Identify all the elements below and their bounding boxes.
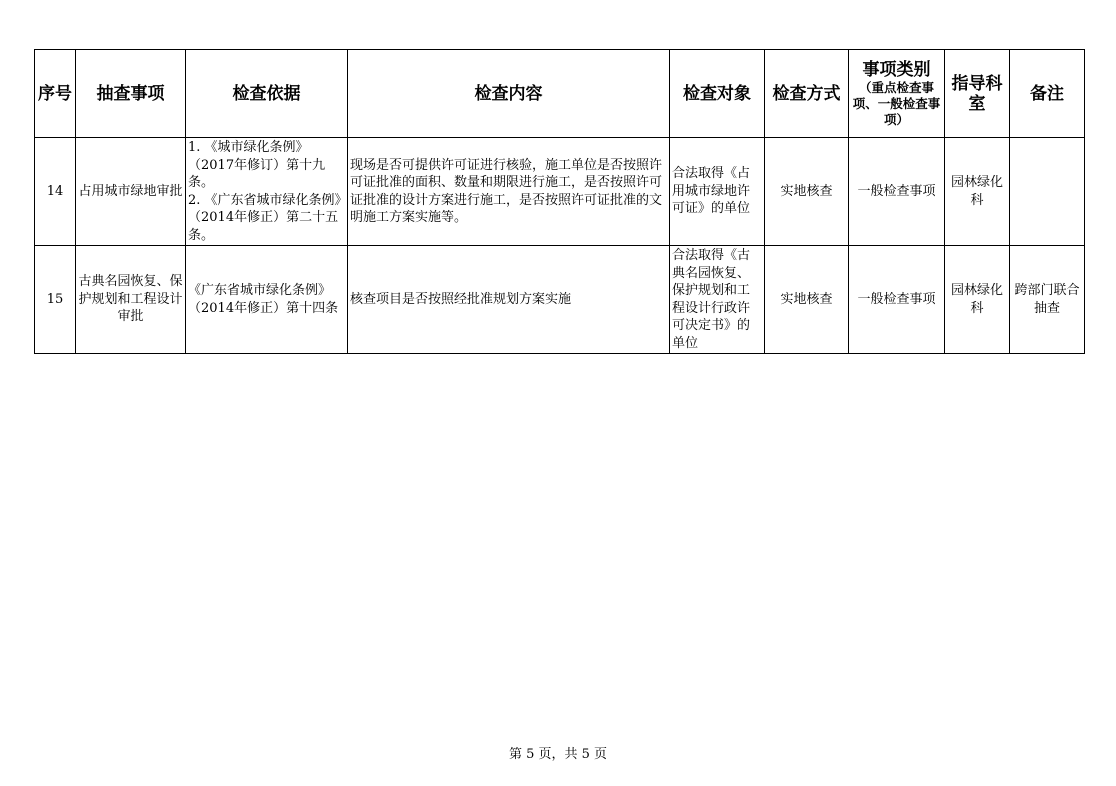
cell-target: 合法取得《占用城市绿地许可证》的单位: [670, 138, 765, 246]
cell-target: 合法取得《古典名园恢复、保护规划和工程设计行政许可决定书》的单位: [670, 246, 765, 354]
table-row: [35, 138, 1085, 246]
cell-dept: 园林绿化科: [945, 246, 1010, 354]
header-category-title: 事项类别: [862, 59, 931, 80]
header-category: [849, 50, 945, 138]
cell-remark: [1010, 138, 1085, 246]
cell-remark: 跨部门联合抽查: [1010, 246, 1085, 354]
header-seq: 序号: [35, 50, 76, 138]
cell-method: 实地核查: [765, 138, 849, 246]
page-footer: 第 5 页，共 5 页: [508, 747, 608, 762]
header-remark: 备注: [1010, 50, 1085, 138]
header-row: [35, 50, 1085, 138]
cell-basis: 《广东省城市绿化条例》（2014年修正）第十四条: [186, 246, 348, 354]
header-dept: 指导科室: [945, 50, 1010, 138]
header-target: 检查对象: [670, 50, 765, 138]
header-method: 检查方式: [765, 50, 849, 138]
cell-category: 一般检查事项: [849, 138, 945, 246]
cell-content: 核查项目是否按照经批准规划方案实施: [348, 246, 670, 354]
header-category-sub: （重点检查事项、一般检查事项）: [852, 79, 941, 127]
inspection-table: [34, 49, 1085, 354]
cell-basis: 1. 《城市绿化条例》（2017年修订）第十九条。 2. 《广东省城市绿化条例》（2014年修正）第二十五条。: [186, 138, 348, 246]
cell-item: 占用城市绿地审批: [76, 138, 186, 246]
header-basis: 检查依据: [186, 50, 348, 138]
cell-content: 现场是否可提供许可证进行核验，施工单位是否按照许可证批准的面积、数量和期限进行施工，是否按照许可证批准的设计方案进行施工，是否按照许可证批准的文明施工方案实施等。: [348, 138, 670, 246]
cell-method: 实地核查: [765, 246, 849, 354]
cell-seq: 14: [35, 138, 76, 246]
cell-category: 一般检查事项: [849, 246, 945, 354]
cell-seq: 15: [35, 246, 76, 354]
cell-dept: 园林绿化科: [945, 138, 1010, 246]
cell-item: 古典名园恢复、保护规划和工程设计审批: [76, 246, 186, 354]
header-item: 抽查事项: [76, 50, 186, 138]
header-content: 检查内容: [348, 50, 670, 138]
table-row: [35, 246, 1085, 354]
